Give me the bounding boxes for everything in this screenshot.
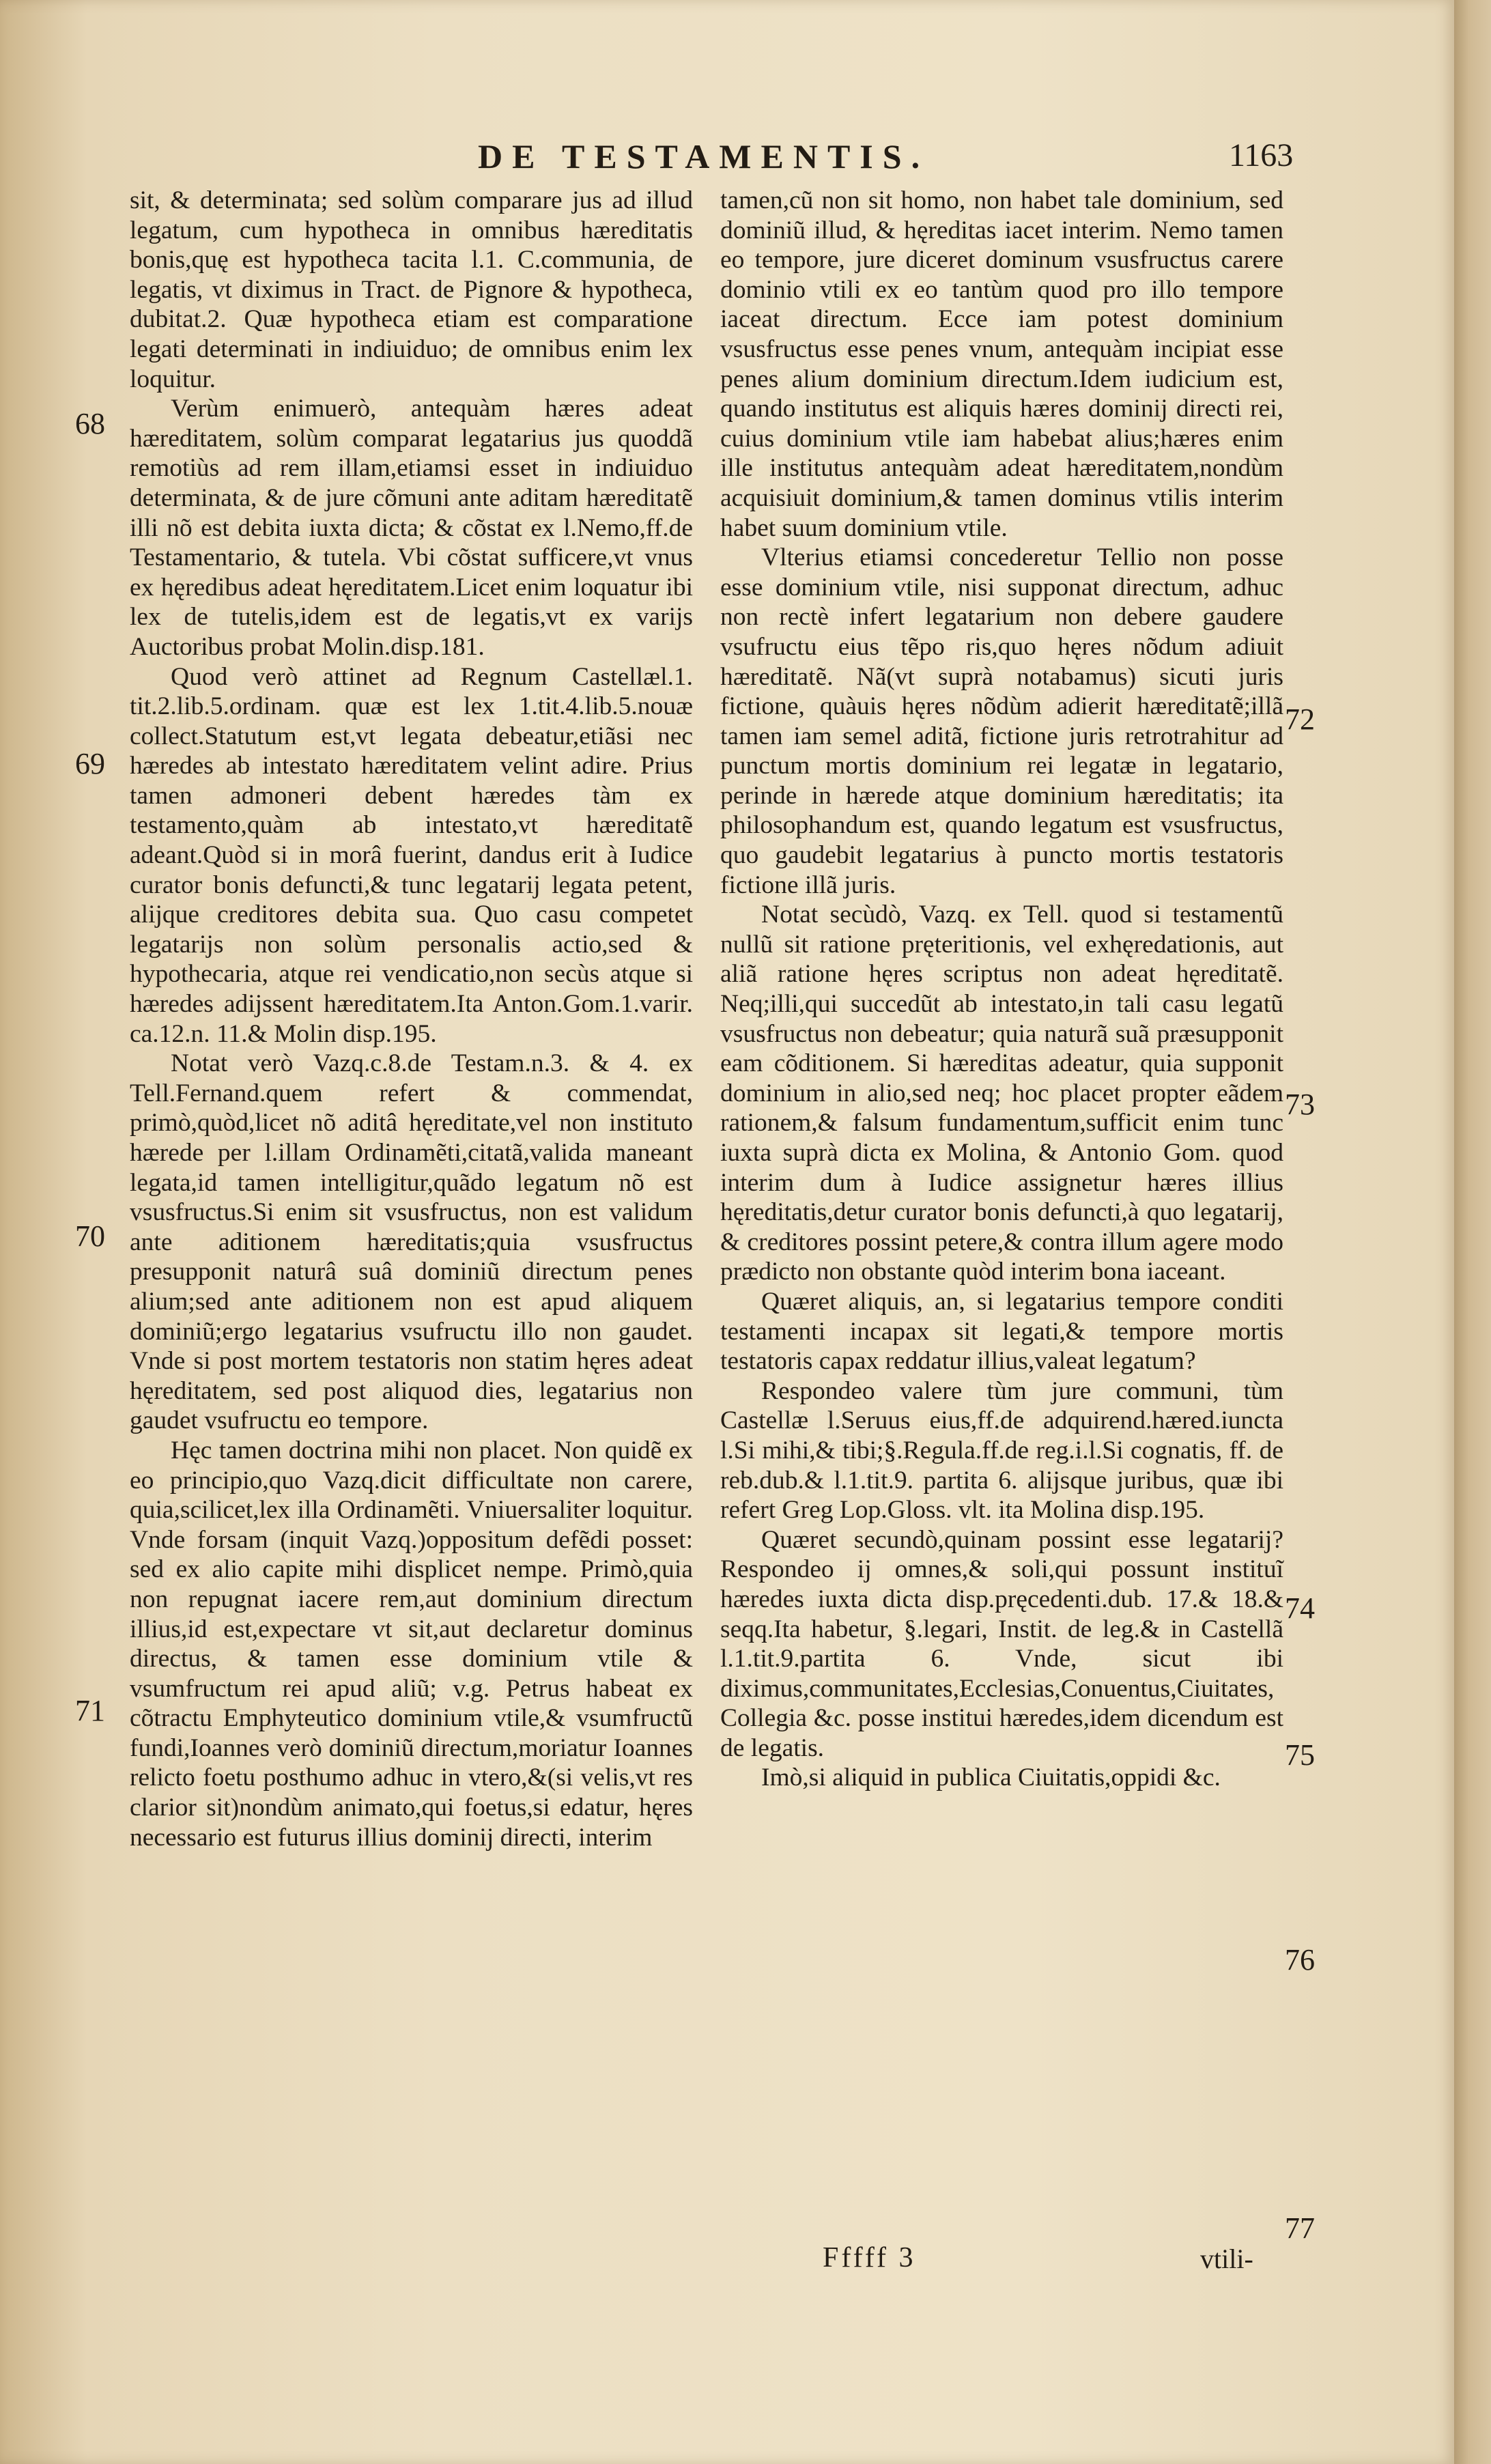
paragraph: Imò,si aliquid in publica Ciuitatis,oppidi &c. [761,1764,1221,1792]
paragraph: Vlterius etiamsi concederetur Tellio non posse esse dominium vtile, nisi supponat directum, adhuc non rectè infert legatarium non debere gaudere vsufructu eius tẽpo ris,quo hęres nõdum adiuit hæreditatẽ. Nã(vt suprà notabamus) sicuti juris fictione, quàuis hęres nõdùm adierit hæreditatẽ;illã tamen iam semel aditã, fictione juris retrotrahitur ad punctum mortis dominium rei legatæ in legatario, perinde in hærede atque dominium hæreditatis; ita philosophandum est, quando legatum est vsusfructus, quo gaudebit legatarius à puncto mortis testatoris fictione illã juris. [720,543,1283,899]
paragraph: Quod verò attinet ad Regnum Castellæl.1. tit.2.lib.5.ordinam. quæ est lex 1.tit.4.lib.5.nouæ collect.Statutum est,vt legata debeatur,etiãsi nec hæredes ab intestato hæreditatem velint adire. Prius tamen admoneri debent hæredes tàm ex testamento,quàm ab intestato,vt hæreditatẽ adeant.Quòd si in morâ fuerint, dandus erit à Iudice curator bonis defuncti,& tunc legatarij legata petent, alijque creditores debita sua. Quo casu competet legatarijs non solùm personalis actio,sed & hypothecaria, atque rei vendicatio,non secùs atque si hæredes adijssent hæreditatem.Ita Anton.Gom.1.varir. ca.12.n. 11.& Molin disp.195. [130,662,693,1048]
margin-number: 72 [1285,703,1315,736]
page-number: 1163 [1229,137,1294,173]
margin-number: 70 [75,1219,105,1253]
margin-number: 71 [75,1694,105,1727]
margin-number: 74 [1285,1591,1315,1625]
paragraph: Verùm enimuerò, antequàm hæres adeat hæreditatem, solùm comparat legatarius jus quoddã remotiùs ad rem illam,etiamsi esset in indiuiduo determinata, & de jure cõmuni ante aditam hæreditatẽ illi nõ est debita iuxta dicta; & cõstat ex l.Nemo,ff.de Testamentario, & tutela. Vbi cõstat sufficere,vt vnus ex hęredibus adeat hęreditatem.Licet enim loquatur ibi lex de tutelis,idem est de legatis,vt ex varijs Auctoribus probat Molin.disp.181. [130,395,693,661]
paragraph: Quæret secundò,quinam possint esse legatarij?Respondeo ij omnes,& soli,qui possunt instituĩ hæredes iuxta dicta disp.pręcedenti.dub. 17.& 18.& seqq.Ita habetur, §.legari, Instit. de leg.& in Castellã l.1.tit.9.partita 6. Vnde, sicut ibi diximus,communitates,Ecclesias,Conuentus,Ciuitates, Collegia &c. posse institui hæredes,idem dicendum est de legatis. [720,1525,1283,1762]
page-edge [1454,0,1491,2464]
paragraph: Notat verò Vazq.c.8.de Testam.n.3. & 4. ex Tell.Fernand.quem refert & commendat, primò,quòd,licet nõ aditâ hęreditate,vel non instituto hærede per l.illam Ordinamẽti,citatã,valida maneant legata,id tamen intelligitur,quãdo legatum nõ est vsusfructus.Si enim sit vsusfructus, non est validum ante aditionem hæreditatis;quia vsusfructus presupponit naturâ suâ dominiũ directum penes alium;sed ante aditionem non est apud aliquem dominiũ;ergo legatarius vsufructu illo non gaudet. Vnde si post mortem testatoris non statim hęres adeat hęreditatem, sed post aliquod dies, legatarius non gaudet vsufructu eo tempore. [130,1049,693,1435]
paragraph: sit, & determinata; sed solùm comparare jus ad illud legatum, cum hypotheca in omnibus hæreditatis bonis,quę est hypotheca tacita l.1. C.communia, de legatis, vt diximus in Tract. de Pignore & hypotheca, dubitat.2. Quæ hypotheca etiam est comparatione legati determinati in indiuiduo; de omnibus enim lex loquitur. [130,186,693,393]
signature-mark: Fffff 3 [823,2242,916,2274]
left-column [130,186,693,1852]
margin-number: 69 [75,747,105,780]
margin-number: 75 [1285,1738,1315,1772]
catchword: vtili- [1200,2243,1253,2274]
right-column [720,186,1283,1793]
paragraph: Respondeo valere tùm jure communi, tùm Castellæ l.Seruus eius,ff.de adquirend.hæred.iuncta l.Si mihi,& tibi;§.Regula.ff.de reg.i.l.Si cognatis, ff. de reb.dub.& l.1.tit.9. partita 6. alijsque juribus, quæ ibi refert Greg Lop.Gloss. vlt. ita Molina disp.195. [720,1376,1283,1525]
margin-number: 73 [1285,1088,1315,1121]
paragraph: tamen,cũ non sit homo, non habet tale dominium, sed dominiũ illud, & hęreditas iacet interim. Nemo tamen eo tempore, jure diceret dominum vsusfructus carere dominio vtili ex eo tantùm quod pro illo tempore iaceat directum. Ecce iam potest dominium vsusfructus esse penes vnum, antequàm incipiat esse penes alium dominium directum.Idem iudicium est, quando institutus est aliquis hæres dominij directi rei, cuius dominium vtile iam habebat alius;hæres enim ille institutus antequàm adeat hæreditatem,nondùm acquisiuit dominium,& tamen dominus vtilis interim habet suum dominium vtile. [720,186,1283,542]
paragraph: Notat secùdò, Vazq. ex Tell. quod si testamentũ nullũ sit ratione pręteritionis, vel exhęredationis, aut aliã ratione hęres scriptus non adeat hęreditatẽ. Neq;illi,qui succedũt ab intestato,in tali casu legatũ vsusfructus non debeatur; quia naturã suã præsupponit eam cõditionem. Si hæreditas adeatur, quia supponit dominium in alio,sed neq; hoc placet propter eãdem rationem,& falsum fundamentum,sufficit enim tunc iuxta suprà dicta ex Molina, & Antonio Gom. quod interim dum à Iudice assignetur hæres illius hęreditatis,detur curator bonis defuncti,à quo legatarij, & creditores possint petere,& contra illum agere modo prædicto non obstante quòd interim bona iaceant. [720,901,1283,1286]
margin-number: 68 [75,407,105,440]
margin-number: 77 [1285,2211,1315,2245]
margin-number: 76 [1285,1943,1315,1977]
paragraph: Hęc tamen doctrina mihi non placet. Non quidẽ ex eo principio,quo Vazq.dicit difficultate non carere, quia,scilicet,lex illa Ordinamẽti. Vniuersaliter loquitur. Vnde forsam (inquit Vazq.)oppositum defẽdi posset: sed ex alio capite mihi displicet nempe. Primò,quia non repugnat iacere rem,aut dominium directum illius,id est,expectare vt sit,aut declaretur dominus directus, & tamen esse dominium vtile & vsumfructum rei apud aliũ; v.g. Petrus habeat ex cõtractu Emphyteutico dominium vtile,& vsumfructũ fundi,Ioannes verò dominiũ directum,moriatur Ioannes relicto foetu posthumo adhuc in vtero,&(si velis,vt res clarior sit)nondùm animato,qui foetus,si edatur, hęres necessario est futurus illius dominij directi, interim [130,1436,693,1852]
running-header: DE TESTAMENTIS. [478,137,930,175]
paragraph: Quæret aliquis, an, si legatarius tempore conditi testamenti incapax sit legati,& tempore mortis testatoris capax reddatur illius,valeat legatum? [720,1287,1283,1376]
